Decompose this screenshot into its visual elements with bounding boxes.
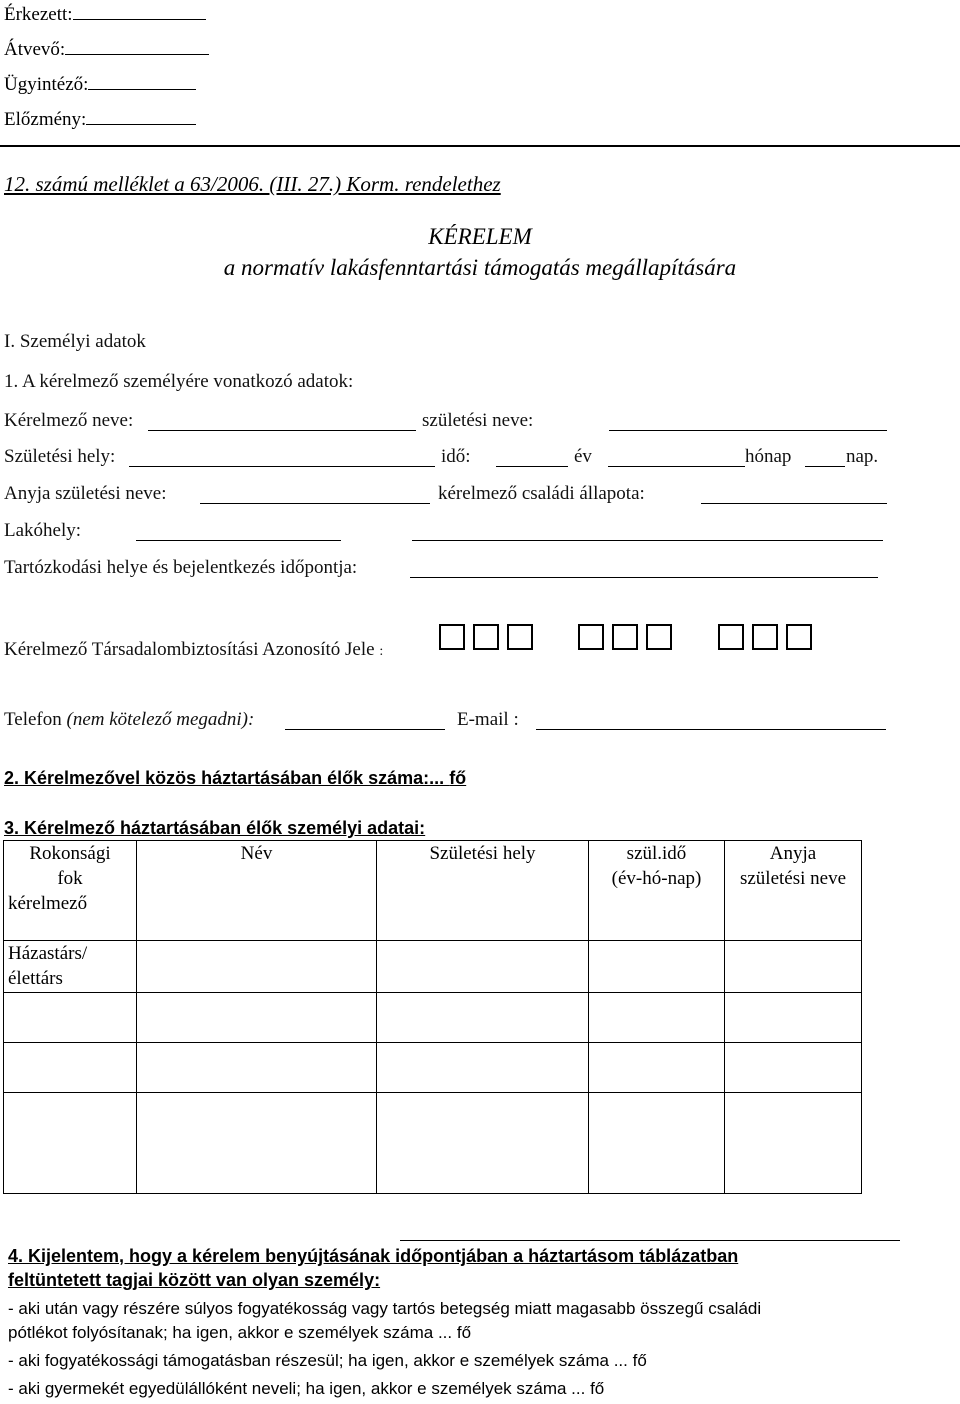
table-cell[interactable] (589, 1043, 725, 1093)
marital-status-line[interactable] (701, 503, 887, 504)
receiver-line[interactable] (65, 53, 209, 55)
birth-place-label: Születési hely: (4, 446, 116, 467)
birth-place-line[interactable] (129, 466, 435, 467)
form-title: KÉRELEM (428, 224, 532, 249)
table-cell[interactable] (4, 1043, 137, 1093)
mother-name-line[interactable] (200, 503, 430, 504)
members-table (3, 840, 862, 1194)
section4-item3-unit: fő (590, 1379, 605, 1398)
table-row (4, 841, 862, 941)
members-heading: 3. Kérelmező háztartásában élők személyi adatai: (4, 818, 426, 838)
table-cell[interactable] (137, 1093, 377, 1194)
phone-label: Telefon (4, 709, 62, 730)
section1-heading: I. Személyi adatok (4, 331, 146, 352)
received-line[interactable] (73, 18, 206, 20)
taj-digit-box[interactable] (473, 624, 499, 650)
mother-name-label: Anyja születési neve: (4, 483, 167, 504)
phone-note: (nem kötelező megadni): (66, 709, 255, 730)
table-cell[interactable] (377, 993, 589, 1043)
header-rule (0, 145, 960, 147)
table-cell[interactable] (4, 1093, 137, 1194)
table-cell[interactable] (137, 941, 377, 993)
residence-line-2[interactable] (412, 540, 883, 541)
section4-item2 (8, 1351, 647, 1371)
form-subtitle: a normatív lakásfenntartási támogatás megállapítására (223, 255, 737, 280)
birthdate-header: (év-hó-nap) (611, 868, 702, 889)
taj-digit-box[interactable] (646, 624, 672, 650)
table-cell[interactable] (377, 1043, 589, 1093)
table-cell[interactable] (725, 993, 862, 1043)
day-label: nap. (846, 446, 879, 467)
mother-header: Anyja (769, 843, 817, 864)
table-cell[interactable] (589, 941, 725, 993)
year-label: év (574, 446, 592, 467)
section4-heading-line2: feltüntetett tagjai között van olyan személy: (8, 1270, 381, 1290)
annex-reference: 12. számú melléklet a 63/2006. (III. 27.) Korm. rendelethez (4, 172, 501, 196)
birth-name-line[interactable] (609, 430, 887, 431)
applicant-name-line[interactable] (148, 430, 416, 431)
section4-item1-line2 (8, 1323, 471, 1343)
section4-item1-text: pótlékot folyósítanak; ha igen, akkor e személyek száma ... (8, 1323, 457, 1342)
relation-header-cell (4, 841, 137, 941)
stay-line[interactable] (410, 577, 878, 578)
phone-field (4, 709, 254, 731)
section4-item2-text: - aki fogyatékossági támogatásban részesül; ha igen, akkor e személyek száma ... (8, 1351, 633, 1370)
section4-heading-line1: 4. Kijelentem, hogy a kérelem benyújtásának időpontjában a háztartásom táblázatban (8, 1246, 739, 1266)
email-line[interactable] (536, 729, 886, 730)
relation-header: Rokonsági (29, 843, 111, 864)
taj-digit-box[interactable] (752, 624, 778, 650)
clerk-line[interactable] (88, 88, 196, 90)
receiver-label: Átvevő: (4, 39, 66, 60)
received-label: Érkezett: (4, 4, 73, 25)
table-row (4, 1043, 862, 1093)
spouse-row-label-cell (4, 941, 137, 993)
table-cell[interactable] (589, 1093, 725, 1194)
taj-digit-box[interactable] (507, 624, 533, 650)
mother-header: születési neve (739, 868, 847, 889)
table-cell[interactable] (137, 993, 377, 1043)
phone-line[interactable] (285, 729, 445, 730)
taj-text: Kérelmező Társadalombiztosítási Azonosító Jele (4, 639, 375, 660)
receiver-field (4, 39, 209, 61)
antecedent-label: Előzmény: (4, 109, 87, 130)
table-cell[interactable] (725, 1093, 862, 1194)
section4-item3 (8, 1379, 604, 1399)
taj-digit-box[interactable] (718, 624, 744, 650)
relation-header: fok (57, 868, 83, 889)
taj-label (4, 639, 383, 661)
table-cell[interactable] (137, 1043, 377, 1093)
year-line[interactable] (496, 466, 568, 467)
household-count-unit: fő (449, 768, 467, 788)
household-count-text: 2. Kérelmezővel közös háztartásában élők száma:... (4, 768, 450, 788)
name-header: Név (137, 841, 377, 941)
section1-sub1: 1. A kérelmező személyére vonatkozó adatok: (4, 371, 354, 392)
section4-item3-text: - aki gyermekét egyedülállóként neveli; ha igen, akkor e személyek száma ... (8, 1379, 591, 1398)
antecedent-line[interactable] (86, 123, 196, 125)
taj-colon: : (379, 644, 384, 659)
mother-header-cell (725, 841, 862, 941)
birth-name-label: születési neve: (422, 410, 534, 431)
table-row (4, 941, 862, 993)
taj-digit-box[interactable] (578, 624, 604, 650)
day-line[interactable] (805, 466, 845, 467)
birthdate-header: szül.idő (626, 843, 687, 864)
table-cell[interactable] (377, 1093, 589, 1194)
received-field (4, 4, 206, 26)
section4-item2-unit: fő (632, 1351, 647, 1370)
taj-digit-box[interactable] (786, 624, 812, 650)
spouse-row-label: Házastárs/ (8, 943, 88, 964)
clerk-label: Ügyintéző: (4, 74, 89, 95)
household-count (4, 768, 466, 789)
table-cell[interactable] (725, 1043, 862, 1093)
time-label: idő: (441, 446, 471, 467)
applicant-row-label: kérelmező (8, 893, 88, 914)
table-cell[interactable] (589, 993, 725, 1043)
applicant-name-label: Kérelmező neve: (4, 410, 134, 431)
spouse-row-label: élettárs (8, 968, 63, 989)
month-line[interactable] (608, 466, 745, 467)
antecedent-field (4, 109, 196, 131)
section4-item1-unit: fő (456, 1323, 472, 1342)
taj-digit-box[interactable] (439, 624, 465, 650)
residence-line-1[interactable] (136, 540, 341, 541)
table-cell[interactable] (377, 941, 589, 993)
table-row (4, 993, 862, 1043)
month-label: hónap (745, 446, 792, 467)
birthplace-header: Születési hely (377, 841, 589, 941)
table-row (4, 1093, 862, 1194)
birthdate-header-cell (589, 841, 725, 941)
table-cell[interactable] (725, 941, 862, 993)
residence-label: Lakóhely: (4, 520, 82, 541)
table-cell[interactable] (4, 993, 137, 1043)
clerk-field (4, 74, 196, 96)
taj-digit-box[interactable] (612, 624, 638, 650)
stay-label: Tartózkodási helye és bejelentkezés időpontja: (4, 557, 358, 578)
section4-rule (400, 1240, 900, 1241)
email-label: E-mail : (457, 709, 519, 730)
marital-status-label: kérelmező családi állapota: (438, 483, 645, 504)
section4-item1-line1: - aki után vagy részére súlyos fogyatékosság vagy tartós betegség miatt magasabb összegű családi (8, 1299, 762, 1318)
